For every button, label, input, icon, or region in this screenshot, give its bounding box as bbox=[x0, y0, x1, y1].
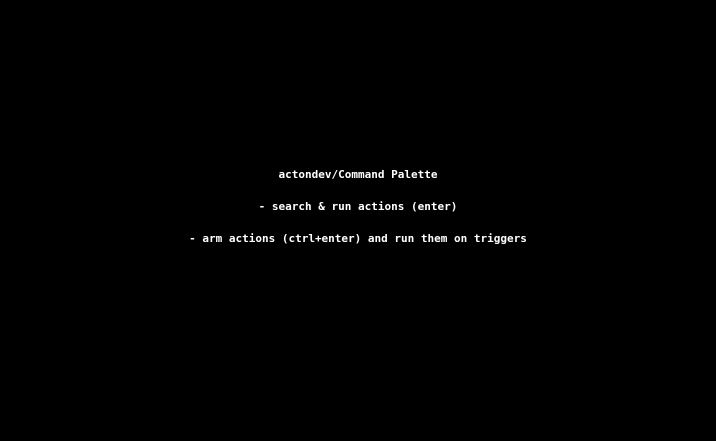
splash-hint-arm: - arm actions (ctrl+enter) and run them on triggers bbox=[189, 232, 527, 245]
splash-title: actondev/Command Palette bbox=[278, 168, 438, 181]
splash-hint-search: - search & run actions (enter) bbox=[258, 200, 458, 213]
